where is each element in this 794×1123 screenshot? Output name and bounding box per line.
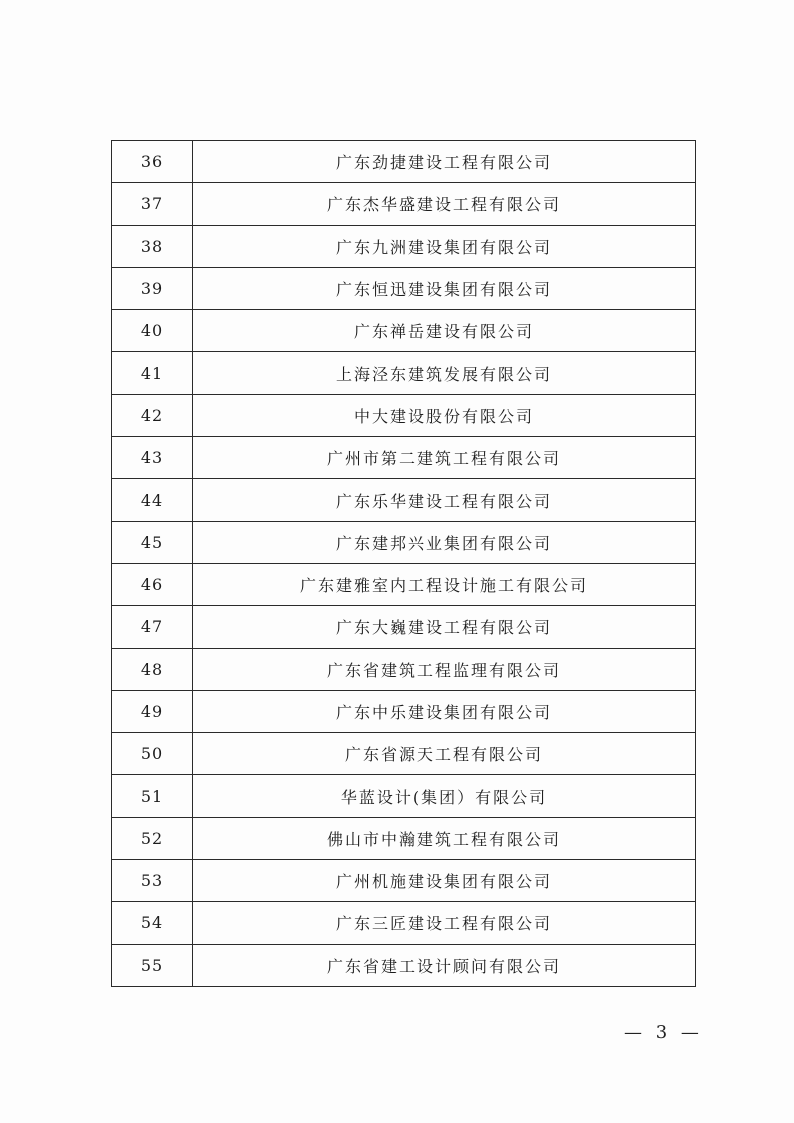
company-name: 华蓝设计(集团）有限公司 xyxy=(193,775,696,817)
company-name: 广东建邦兴业集团有限公司 xyxy=(193,521,696,563)
company-name: 佛山市中瀚建筑工程有限公司 xyxy=(193,817,696,859)
table-row xyxy=(112,775,696,817)
row-number: 45 xyxy=(112,521,193,563)
table-row xyxy=(112,267,696,309)
row-number: 39 xyxy=(112,267,193,309)
table-row xyxy=(112,733,696,775)
table-row xyxy=(112,606,696,648)
company-list-table xyxy=(111,140,696,987)
row-number: 43 xyxy=(112,437,193,479)
row-number: 50 xyxy=(112,733,193,775)
company-name: 广州市第二建筑工程有限公司 xyxy=(193,437,696,479)
row-number: 37 xyxy=(112,183,193,225)
row-number: 54 xyxy=(112,902,193,944)
table-row xyxy=(112,648,696,690)
row-number: 41 xyxy=(112,352,193,394)
row-number: 40 xyxy=(112,310,193,352)
company-name: 广东大巍建设工程有限公司 xyxy=(193,606,696,648)
company-name: 中大建设股份有限公司 xyxy=(193,394,696,436)
row-number: 55 xyxy=(112,944,193,986)
row-number: 52 xyxy=(112,817,193,859)
table-row xyxy=(112,521,696,563)
company-name: 广东中乐建设集团有限公司 xyxy=(193,690,696,732)
table-row xyxy=(112,690,696,732)
row-number: 42 xyxy=(112,394,193,436)
row-number: 49 xyxy=(112,690,193,732)
table-row xyxy=(112,225,696,267)
company-name: 广东劲捷建设工程有限公司 xyxy=(193,141,696,183)
company-name: 广东杰华盛建设工程有限公司 xyxy=(193,183,696,225)
table-row xyxy=(112,437,696,479)
table-row xyxy=(112,902,696,944)
table-row xyxy=(112,352,696,394)
row-number: 38 xyxy=(112,225,193,267)
company-name: 广东三匠建设工程有限公司 xyxy=(193,902,696,944)
company-name: 广东省源天工程有限公司 xyxy=(193,733,696,775)
company-name: 广东恒迅建设集团有限公司 xyxy=(193,267,696,309)
company-name: 广州机施建设集团有限公司 xyxy=(193,860,696,902)
table-row xyxy=(112,310,696,352)
company-name: 广东建雅室内工程设计施工有限公司 xyxy=(193,563,696,605)
row-number: 47 xyxy=(112,606,193,648)
table-row xyxy=(112,183,696,225)
company-name: 广东乐华建设工程有限公司 xyxy=(193,479,696,521)
row-number: 51 xyxy=(112,775,193,817)
company-name: 广东省建工设计顾问有限公司 xyxy=(193,944,696,986)
company-name: 广东九洲建设集团有限公司 xyxy=(193,225,696,267)
page-number: — 3 — xyxy=(624,1022,703,1043)
row-number: 48 xyxy=(112,648,193,690)
table-row xyxy=(112,860,696,902)
table-row xyxy=(112,944,696,986)
company-name: 广东省建筑工程监理有限公司 xyxy=(193,648,696,690)
table-row xyxy=(112,141,696,183)
table-row xyxy=(112,817,696,859)
table-row xyxy=(112,563,696,605)
table-row xyxy=(112,479,696,521)
table-row xyxy=(112,394,696,436)
table-body xyxy=(112,141,696,987)
company-name: 上海泾东建筑发展有限公司 xyxy=(193,352,696,394)
row-number: 44 xyxy=(112,479,193,521)
row-number: 36 xyxy=(112,141,193,183)
row-number: 53 xyxy=(112,860,193,902)
row-number: 46 xyxy=(112,563,193,605)
company-name: 广东禅岳建设有限公司 xyxy=(193,310,696,352)
